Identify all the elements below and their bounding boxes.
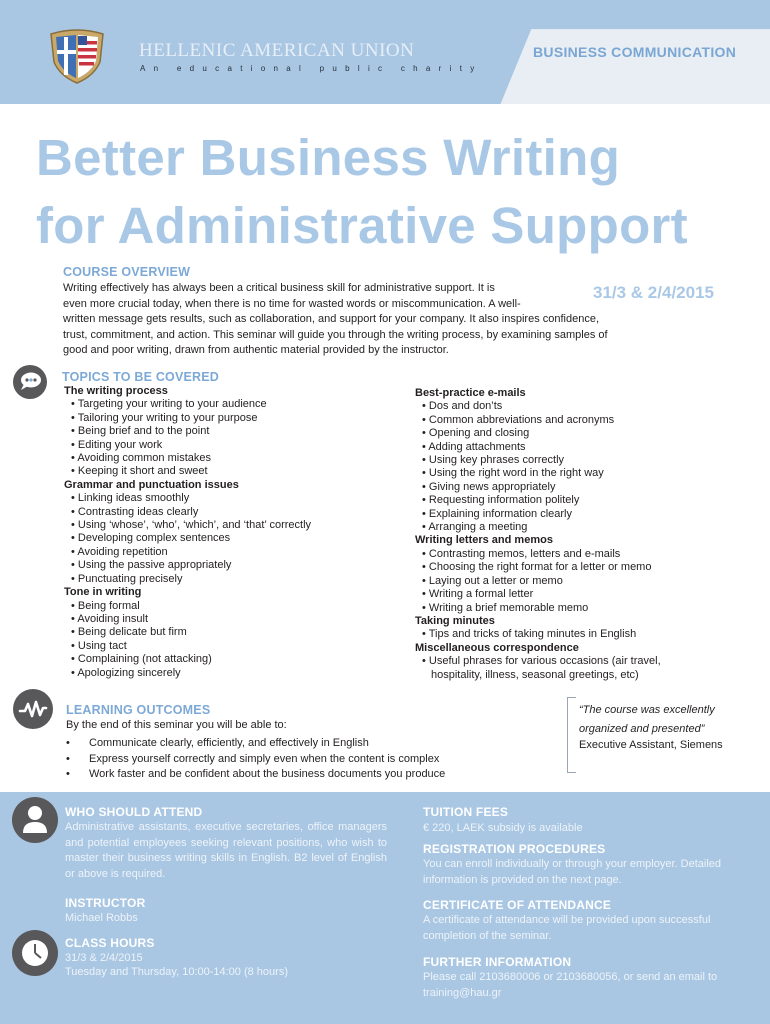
list-item: • Dos and don’ts (422, 400, 503, 413)
class-hours-heading: CLASS HOURS (65, 936, 155, 950)
list-item: • Avoiding repetition (71, 545, 168, 558)
list-item: • Work faster and be confident about the business documents you produce (66, 768, 446, 780)
list-item: • Tailoring your writing to your purpose (71, 411, 258, 424)
page-title-line1: Better Business Writing (36, 129, 621, 186)
pulse-icon (13, 689, 53, 729)
certificate-heading: CERTIFICATE OF ATTENDANCE (423, 898, 612, 912)
list-item: • Targeting your writing to your audience (71, 398, 267, 411)
list-item: • Using ‘whose’, ‘who’, ‘which’, and ‘that’ correctly (71, 519, 312, 532)
outcomes-intro: By the end of this seminar you will be able to: (66, 719, 287, 731)
course-date: 31/3 & 2/4/2015 (593, 283, 714, 302)
hau-logo-shield-icon (48, 28, 106, 84)
outcomes-heading: LEARNING OUTCOMES (66, 703, 211, 717)
topic-group-title: Taking minutes (415, 614, 495, 627)
list-item: • Arranging a meeting (422, 521, 528, 534)
overview-heading: COURSE OVERVIEW (63, 265, 191, 279)
list-item: • Laying out a letter or memo (422, 574, 563, 587)
list-item-continuation: hospitality, illness, seasonal greetings, etc) (431, 668, 639, 681)
list-item: • Complaining (not attacking) (71, 653, 212, 666)
list-item: • Giving news appropriately (422, 480, 556, 493)
who-attend-text: Administrative assistants, executive secretaries, office managers and potential employees seeking relevant positions, who wish to master their business writing skills in English. B2 level of English or above is required. (65, 821, 387, 880)
topic-group-title: Tone in writing (64, 586, 142, 599)
overview-line: Writing effectively has always been a critical business skill for administrative support. It is (63, 282, 495, 294)
overview-line: even more crucial today, when there is no time for wasted words or miscommunication. A well- (63, 297, 521, 310)
topic-group-title: The writing process (64, 385, 168, 397)
topic-group-title: Grammar and punctuation issues (64, 478, 239, 491)
tuition-text: € 220, LAEK subsidy is available (423, 822, 583, 834)
list-item: • Tips and tricks of taking minutes in English (422, 628, 637, 641)
list-item: • Contrasting ideas clearly (71, 505, 199, 518)
list-item: • Linking ideas smoothly (71, 492, 190, 505)
list-item: • Adding attachments (422, 440, 526, 453)
list-item: • Punctuating precisely (71, 572, 183, 585)
org-name: HELLENIC AMERICAN UNION (139, 40, 415, 61)
testimonial-author: Executive Assistant, Siemens (579, 739, 723, 751)
list-item: • Using the passive appropriately (71, 559, 232, 572)
list-item: • Being formal (71, 599, 140, 612)
topic-group-title: Miscellaneous correspondence (415, 641, 579, 654)
category-label: BUSINESS COMMUNICATION (533, 44, 737, 60)
who-attend-heading: WHO SHOULD ATTEND (65, 805, 203, 819)
further-info-heading: FURTHER INFORMATION (423, 955, 572, 969)
list-item: • Using the right word in the right way (422, 467, 604, 480)
page-title-line2: for Administrative Support (36, 197, 688, 254)
list-item: • Express yourself correctly and simply even when the content is complex (66, 752, 440, 765)
tuition-heading: TUITION FEES (423, 805, 509, 819)
list-item: • Using tact (71, 639, 127, 652)
list-item: • Opening and closing (422, 427, 530, 440)
list-item: • Apologizing sincerely (71, 666, 181, 679)
list-item: • Choosing the right format for a letter or memo (422, 561, 652, 574)
registration-text: You can enroll individually or through your employer. Detailed information is provided on the next page. (423, 858, 721, 886)
outcomes-list (66, 736, 445, 783)
overview-text (63, 281, 623, 359)
quote-line: “The course was excellently (579, 704, 715, 716)
list-item: • Requesting information politely (422, 494, 580, 507)
list-item: • Writing a formal letter (422, 588, 534, 601)
list-item: • Editing your work (71, 438, 163, 451)
class-hours-time: Tuesday and Thursday, 10:00-14:00 (8 hours) (65, 966, 288, 978)
topics-right-column (415, 387, 755, 682)
class-hours-dates: 31/3 & 2/4/2015 (65, 952, 143, 964)
list-item: • Being delicate but firm (71, 626, 187, 639)
list-item: • Common abbreviations and acronyms (422, 413, 615, 426)
speech-bubble-icon (13, 365, 47, 399)
list-item: • Using key phrases correctly (422, 454, 565, 467)
list-item: • Writing a brief memorable memo (422, 601, 589, 614)
list-item: • Explaining information clearly (422, 507, 572, 520)
instructor-heading: INSTRUCTOR (65, 896, 146, 910)
testimonial-quote (579, 701, 759, 739)
topic-group-title: Writing letters and memos (415, 534, 553, 547)
certificate-text: A certificate of attendance will be provided upon successful completion of the seminar. (423, 914, 711, 942)
further-info-text: Please call 2103680006 or 2103680056, or send an email to training@hau.gr (423, 971, 718, 999)
topic-group-title: Best-practice e-mails (415, 387, 526, 399)
overview-rest: written message gets results, such as collaboration, and support for your company. It also inspires confidence, trust, commitment, and action. This seminar will guide you through the writing process, by examining samples of good and poor writing, drawn from authentic material provided by the instructor. (63, 313, 608, 356)
list-item: • Avoiding insult (71, 612, 149, 625)
topics-heading: TOPICS TO BE COVERED (62, 370, 220, 384)
list-item: • Being brief and to the point (71, 425, 210, 438)
list-item: • Communicate clearly, efficiently, and effectively in English (66, 737, 369, 749)
list-item: • Developing complex sentences (71, 532, 231, 545)
person-icon (12, 797, 58, 843)
list-item: • Useful phrases for various occasions (air travel, (422, 655, 661, 668)
registration-heading: REGISTRATION PROCEDURES (423, 842, 606, 856)
list-item: • Keeping it short and sweet (71, 465, 208, 478)
topics-left-column (64, 385, 404, 680)
quote-line: organized and presented” (579, 723, 705, 735)
list-item: • Avoiding common mistakes (71, 452, 211, 465)
list-item: • Contrasting memos, letters and e-mails (422, 547, 621, 560)
clock-icon (12, 930, 58, 976)
instructor-name: Michael Robbs (65, 912, 138, 924)
quote-bracket (567, 697, 576, 773)
org-tagline: An educational public charity (140, 64, 483, 73)
